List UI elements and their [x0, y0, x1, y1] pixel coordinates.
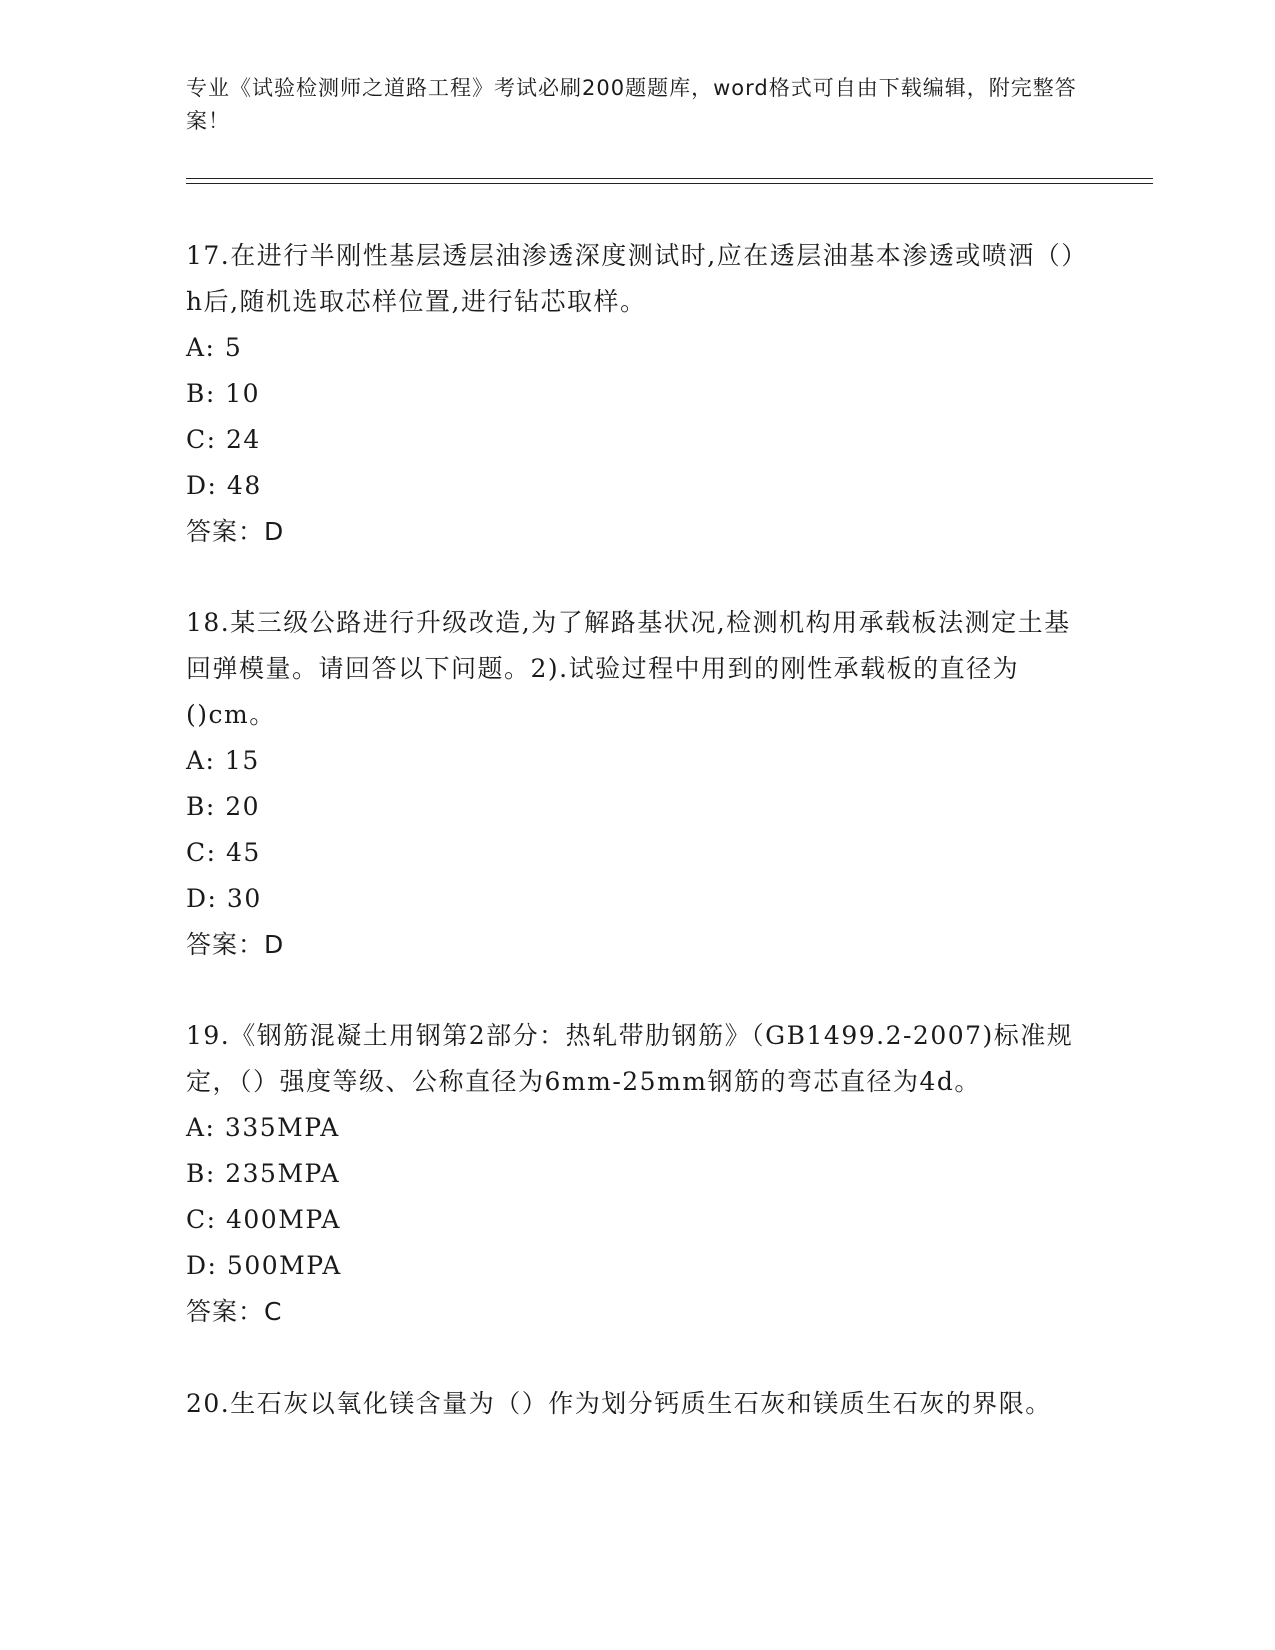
option-d: D: 500MPA	[186, 1251, 342, 1280]
document-header: 专业《试验检测师之道路工程》考试必刷200题题库，word格式可自由下载编辑，附完整答案！	[186, 76, 1077, 133]
question-20	[186, 1381, 1086, 1427]
answer: 答案：C	[186, 1297, 283, 1326]
option-c: C: 400MPA	[186, 1205, 341, 1234]
question-text: 18.某三级公路进行升级改造,为了解路基状况,检测机构用承载板法测定土基回弹模量。请回答以下问题。2).试验过程中用到的刚性承载板的直径为()cm。	[186, 608, 1071, 729]
option-a: A: 5	[186, 333, 243, 362]
question-text: 17.在进行半刚性基层透层油渗透深度测试时,应在透层油基本渗透或喷洒（）h后,随机选取芯样位置,进行钻芯取样。	[186, 241, 1076, 316]
question-18	[186, 600, 1086, 968]
option-a: A: 15	[186, 746, 260, 775]
option-c: C: 24	[186, 425, 261, 454]
option-b: B: 20	[186, 792, 261, 821]
question-19	[186, 1013, 1086, 1335]
header-divider-top	[186, 178, 1153, 179]
question-text: 20.生石灰以氧化镁含量为（）作为划分钙质生石灰和镁质生石灰的界限。	[186, 1389, 1052, 1418]
question-17	[186, 233, 1086, 555]
option-a: A: 335MPA	[186, 1113, 340, 1142]
option-c: C: 45	[186, 838, 261, 867]
option-d: D: 48	[186, 471, 262, 500]
question-text: 19.《钢筋混凝土用钢第2部分：热轧带肋钢筋》（GB1499.2-2007)标准规定，（）强度等级、公称直径为6mm-25mm钢筋的弯芯直径为4d。	[186, 1021, 1074, 1096]
header-divider-bottom	[186, 183, 1153, 184]
option-b: B: 10	[186, 379, 261, 408]
option-d: D: 30	[186, 884, 262, 913]
answer: 答案：D	[186, 930, 285, 959]
answer: 答案：D	[186, 517, 285, 546]
option-b: B: 235MPA	[186, 1159, 341, 1188]
